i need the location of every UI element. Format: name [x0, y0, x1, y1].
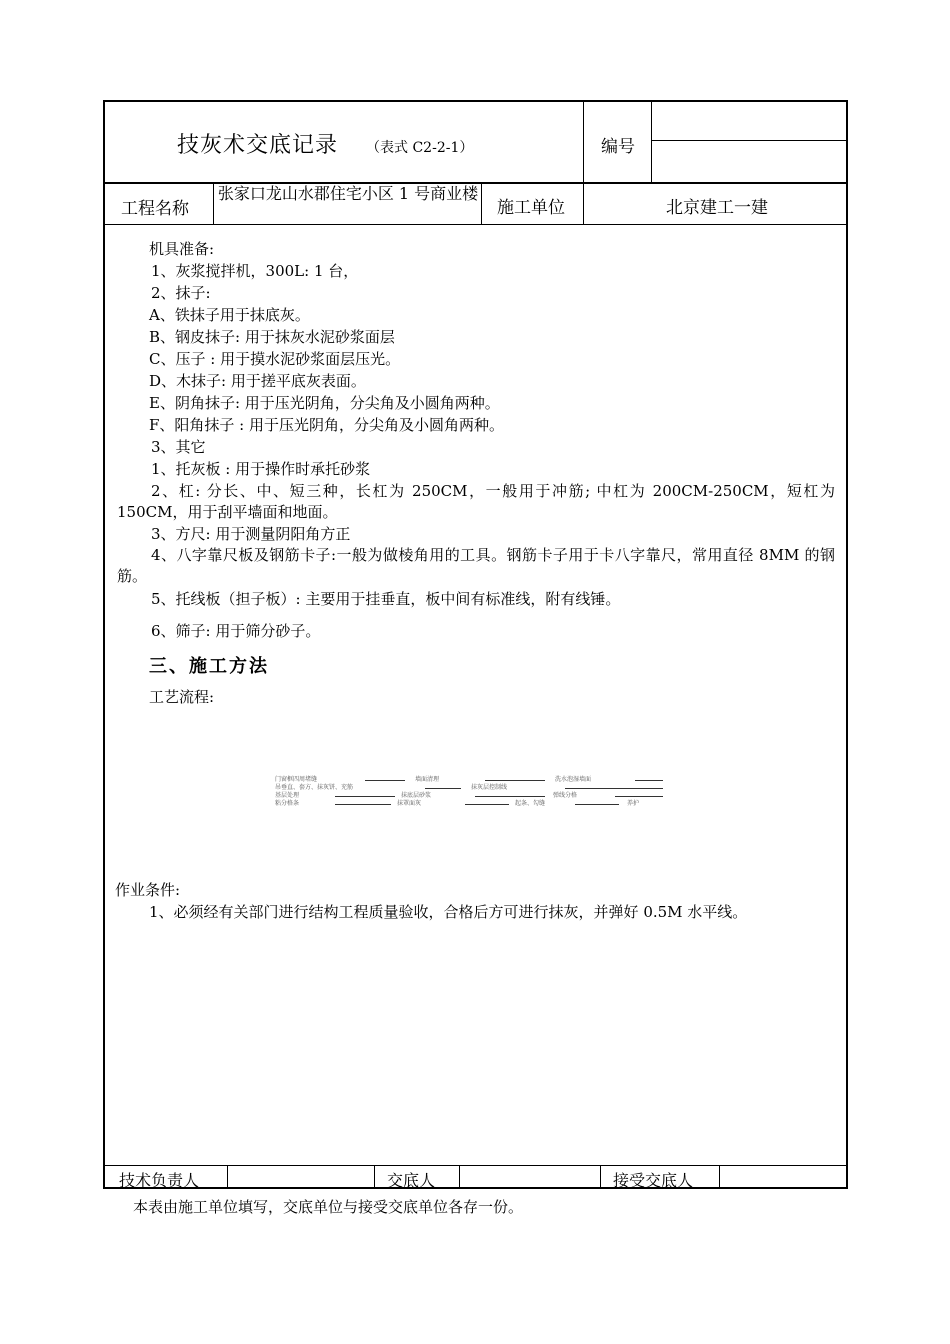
plumb-tool-text: 5、托线板（担子板）: 主要用于挂垂直，板中间有标准线，附有线锤。 [151, 590, 621, 608]
flow-step: 抹灰层控制线 [471, 784, 508, 791]
content-line: A、铁抹子用于抹底灰。 [149, 306, 310, 324]
flow-arrow [335, 796, 395, 797]
flow-step: 基层处理 [275, 792, 300, 799]
content-line: 3、其它 [151, 438, 206, 456]
tech-lead-label: 技术负责人 [119, 1171, 200, 1190]
bar-tool-text: 2、杠: 分长、中、短三种，长杠为 250CM，一般用于冲筋; 中杠为 200CM-250CM，短杠为 150CM，用于刮平墙面和地面。 [117, 482, 835, 521]
disclosure-form [103, 100, 848, 1189]
conditions-label: 作业条件: [115, 881, 181, 899]
conditions-text: 1、必须经有关部门进行结构工程质量验收，合格后方可进行抹灰，并弹好 0.5M 水平线。 [149, 903, 748, 921]
flow-row [275, 792, 665, 800]
flow-step: 起条、勾缝 [515, 800, 546, 807]
name-label-divider [213, 182, 214, 224]
flow-step: 洗水泡湿墙面 [555, 776, 592, 783]
flow-row [275, 784, 665, 792]
title-text: 技灰术交底记录 [177, 133, 339, 158]
content-line: 1、托灰板 : 用于操作时承托砂浆 [151, 460, 371, 478]
footer-col-2 [374, 1165, 375, 1189]
receiver-label: 接受交底人 [613, 1171, 694, 1190]
flow-arrow [635, 780, 663, 781]
flow-arrow [485, 780, 545, 781]
section-title: 三、施工方法 [149, 656, 269, 677]
flow-row [275, 800, 665, 808]
footer-col-5 [719, 1165, 720, 1189]
ruler-tool-text: 4、八字靠尺板及钢筋卡子:一般为做棱角用的工具。钢筋卡子用于卡八字靠尺，常用直径 8MM 的钢筋。 [117, 546, 835, 585]
flow-row [275, 776, 665, 784]
name-value-divider [481, 182, 482, 224]
flow-step: 养护 [627, 800, 640, 807]
flow-arrow [465, 804, 509, 805]
content-line: 2、抹子: [151, 284, 211, 302]
process-flow-diagram [275, 776, 665, 810]
number-label: 编号 [601, 137, 635, 157]
flow-arrow [575, 804, 619, 805]
flow-arrow [365, 780, 405, 781]
number-cell-divider [652, 140, 846, 141]
content-line: 1、灰浆搅拌机，300L: 1 台， [151, 262, 359, 280]
flow-step: 墙面清理 [415, 776, 440, 783]
content-line: E、阴角抹子: 用于压光阴角，分尖角及小圆角两种。 [149, 394, 500, 412]
sieve-tool-text: 6、筛子: 用于筛分砂子。 [151, 622, 321, 640]
number-label-divider [651, 102, 652, 182]
flow-step: 抹底层砂浆 [401, 792, 432, 799]
square-tool-text: 3、方尺: 用于测量阴阳角方正 [151, 525, 351, 543]
flow-step: 吊垂直、套方、抹灰饼、充筋 [275, 784, 354, 791]
form-note: 本表由施工单位填写，交底单位与接受交底单位各存一份。 [133, 1198, 524, 1216]
flow-step: 弹线分格 [553, 792, 578, 799]
construction-unit-value: 北京建工一建 [666, 198, 768, 218]
flow-step: 抹罩面灰 [397, 800, 422, 807]
content-line: B、钢皮抹子: 用于抹灰水泥砂浆面层 [149, 328, 395, 346]
project-row-divider [105, 224, 846, 225]
flow-arrow [565, 788, 663, 789]
flow-step: 粘分格条 [275, 800, 300, 807]
content-line: 机具准备: [149, 240, 215, 258]
header-col-divider [583, 102, 584, 224]
construction-unit-label: 施工单位 [497, 198, 565, 218]
content-line: F、阳角抹子 : 用于压光阴角，分尖角及小圆角两种。 [149, 416, 504, 434]
footer-col-1 [227, 1165, 228, 1189]
footer-col-4 [600, 1165, 601, 1189]
project-name-value: 张家口龙山水郡住宅小区 1 号商业楼 [217, 184, 479, 203]
flow-step: 门窗框四周堵缝 [275, 776, 318, 783]
flow-arrow [335, 804, 391, 805]
form-title [177, 128, 473, 159]
discloser-label: 交底人 [387, 1171, 436, 1190]
content-line: D、木抹子: 用于搓平底灰表面。 [149, 372, 366, 390]
flow-arrow [615, 796, 663, 797]
process-label: 工艺流程: [149, 688, 215, 706]
flow-arrow [475, 796, 545, 797]
footer-col-3 [459, 1165, 460, 1189]
project-name-label: 工程名称 [121, 199, 189, 219]
form-code: （表式 C2-2-1） [366, 140, 474, 156]
footer-divider [105, 1165, 846, 1166]
flow-arrow [425, 788, 461, 789]
content-line: C、压子 : 用于摸水泥砂浆面层压光。 [149, 350, 401, 368]
